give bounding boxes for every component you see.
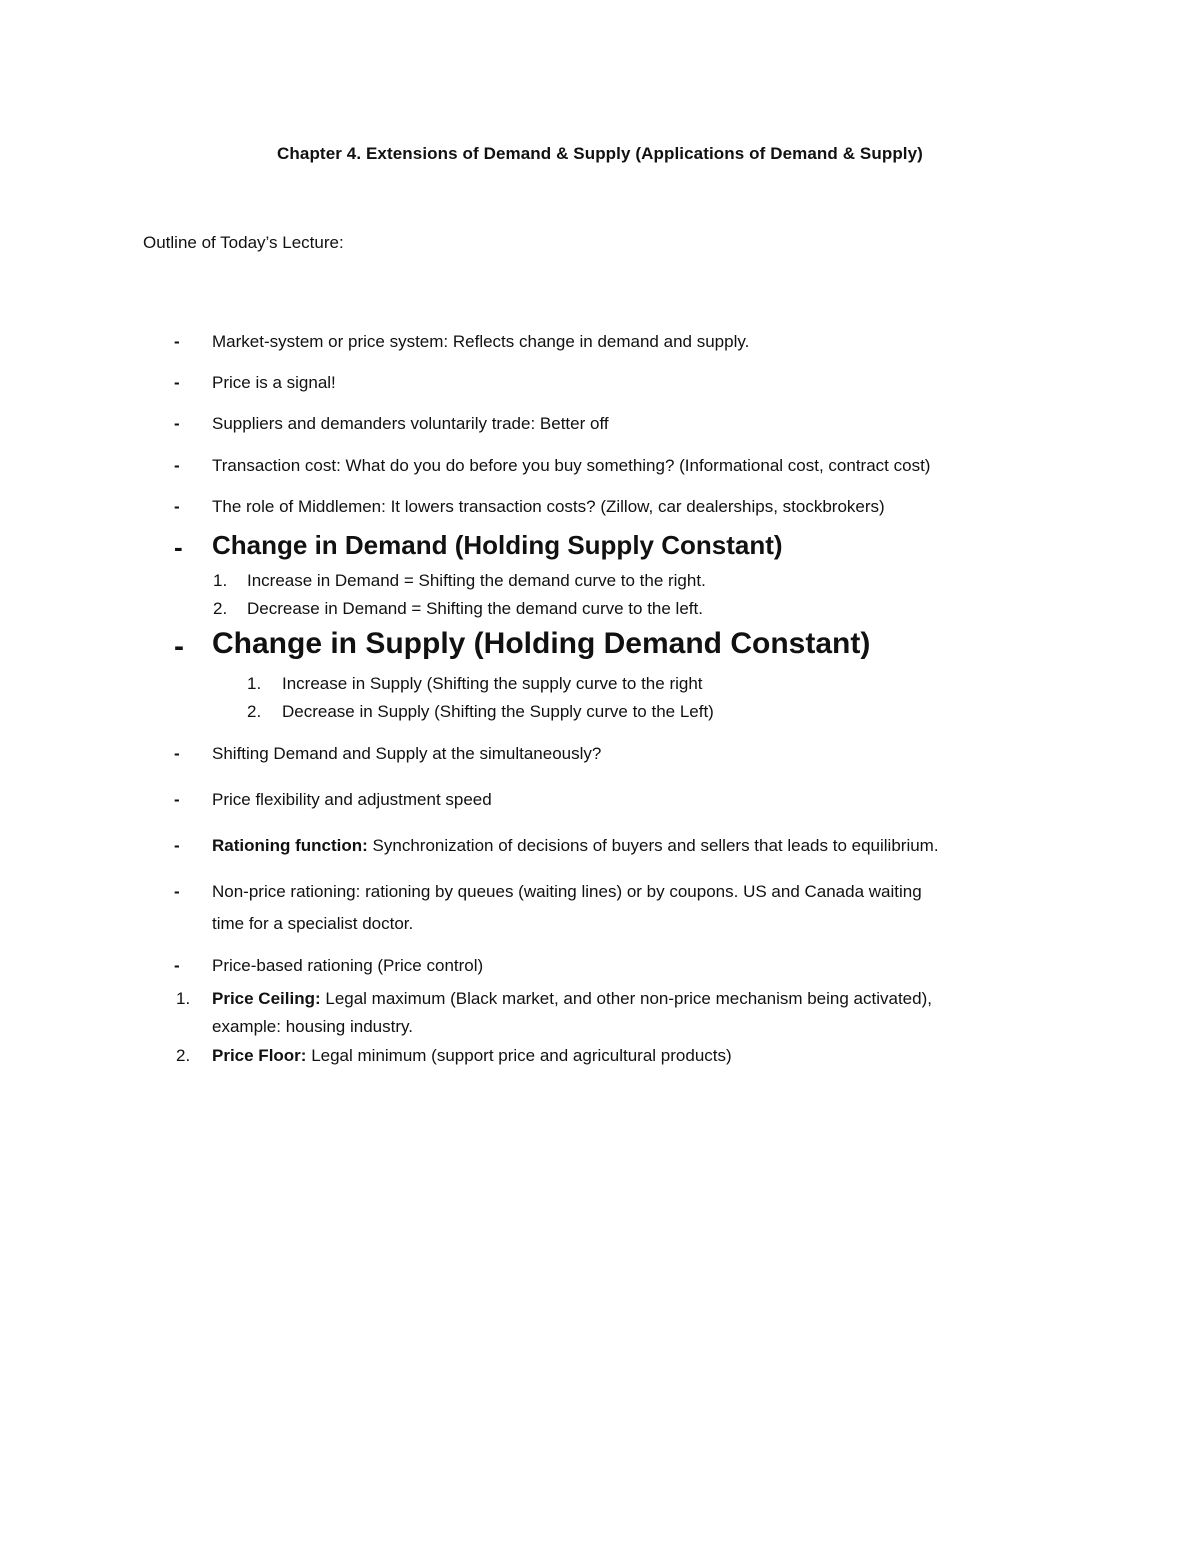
page-title: Chapter 4. Extensions of Demand & Supply (Applications of Demand & Supply) [277,144,923,163]
rationing-label: Rationing function: [212,836,368,855]
list-number: 2. [213,599,228,618]
non-price-line2: time for a specialist doctor. [212,914,414,933]
bullet-marker: - [174,497,180,516]
list-number: 2. [176,1046,191,1065]
supply-point: Increase in Supply (Shifting the supply curve to the right [282,674,703,693]
bullet-marker: - [174,956,180,975]
demand-point: Increase in Demand = Shifting the demand curve to the right. [247,571,706,590]
demand-point: Decrease in Demand = Shifting the demand curve to the left. [247,599,703,618]
bullet-marker: - [174,532,183,562]
bullet-item: Market-system or price system: Reflects change in demand and supply. [212,332,750,351]
bullet-marker: - [174,836,180,855]
demand-heading: Change in Demand (Holding Supply Constant) [212,530,783,560]
bullet-marker: - [174,414,180,433]
outline-label: Outline of Today’s Lecture: [143,233,344,252]
bullet-marker: - [174,790,180,809]
rationing-item [212,836,939,856]
bullet-marker: - [174,882,180,901]
bullet-marker: - [174,744,180,763]
price-ceiling-line2: example: housing industry. [212,1017,413,1036]
bullet-item: Price flexibility and adjustment speed [212,790,492,809]
price-floor-label: Price Floor: [212,1046,307,1065]
price-floor-text: Legal minimum (support price and agricultural products) [306,1046,732,1065]
supply-heading: Change in Supply (Holding Demand Constant) [212,627,871,660]
price-based-item: Price-based rationing (Price control) [212,956,484,975]
price-ceiling-item [212,989,932,1009]
price-ceiling-label: Price Ceiling: [212,989,321,1008]
price-floor-item [212,1046,732,1066]
list-number: 1. [213,571,228,590]
supply-point: Decrease in Supply (Shifting the Supply curve to the Left) [282,702,714,721]
bullet-item: The role of Middlemen: It lowers transaction costs? (Zillow, car dealerships, stockbrokers) [212,497,885,516]
bullet-item: Transaction cost: What do you do before you buy something? (Informational cost, contract cost) [212,456,931,475]
price-ceiling-text: Legal maximum (Black market, and other non-price mechanism being activated), [320,989,932,1008]
bullet-item: Suppliers and demanders voluntarily trade: Better off [212,414,609,433]
bullet-marker: - [174,373,180,392]
non-price-line1: Non-price rationing: rationing by queues (waiting lines) or by coupons. US and Canada waiting [212,882,922,901]
list-number: 1. [247,674,262,693]
list-number: 2. [247,702,262,721]
bullet-marker: - [174,332,180,351]
bullet-item: Shifting Demand and Supply at the simultaneously? [212,744,602,763]
rationing-text: Synchronization of decisions of buyers and sellers that leads to equilibrium. [367,836,939,855]
bullet-item: Price is a signal! [212,373,336,392]
list-number: 1. [176,989,191,1008]
bullet-marker: - [174,630,184,663]
bullet-marker: - [174,456,180,475]
